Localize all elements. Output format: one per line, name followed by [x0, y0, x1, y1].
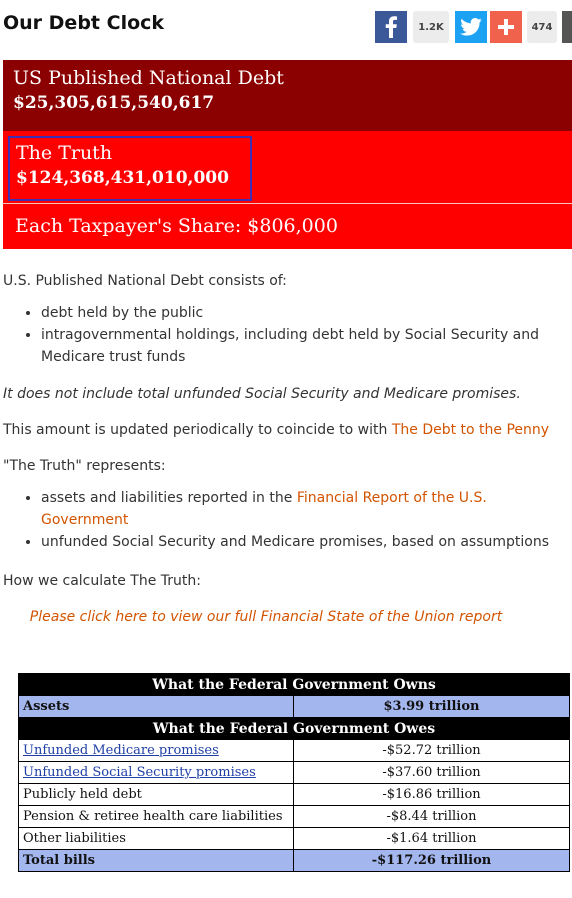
twitter-share-button[interactable]: [455, 11, 487, 43]
total-value: -$117.26 trillion: [294, 850, 570, 872]
consists-list: [3, 302, 569, 368]
consists-intro: U.S. Published National Debt consists of:: [3, 273, 287, 289]
taxpayer-share: Each Taxpayer's Share: $806,000: [15, 215, 338, 237]
owns-header: What the Federal Government Owns: [19, 674, 570, 696]
truth-item-text: assets and liabilities reported in the: [41, 490, 297, 506]
financial-report-link[interactable]: Financial Report of the U.S. Government: [41, 490, 487, 528]
row-label: Publicly held debt: [19, 784, 294, 806]
assets-label: Assets: [19, 696, 294, 718]
table-row: [19, 784, 570, 806]
plus-icon: [497, 18, 515, 36]
assets-value: $3.99 trillion: [294, 696, 570, 718]
truth-list: [3, 487, 569, 553]
medicare-promises-link[interactable]: Unfunded Medicare promises: [23, 743, 219, 758]
truth-label: The Truth: [16, 142, 113, 164]
row-value: -$52.72 trillion: [294, 740, 570, 762]
update-paragraph: [3, 422, 569, 438]
row-value: -$1.64 trillion: [294, 828, 570, 850]
table-row: [19, 828, 570, 850]
twitter-icon: [460, 18, 482, 36]
page-title: Our Debt Clock: [3, 12, 165, 34]
facebook-share-button[interactable]: [375, 11, 407, 43]
truth-intro: "The Truth" represents:: [3, 458, 166, 474]
table-row: [19, 850, 570, 872]
financial-state-report-link[interactable]: Please click here to view our full Financial State of the Union report: [29, 609, 503, 625]
facebook-share-count: 1.2K: [413, 11, 449, 43]
truth-panel: [3, 131, 572, 204]
row-value: -$37.60 trillion: [294, 762, 570, 784]
taxpayer-share-panel: [3, 204, 572, 249]
table-row: [19, 696, 570, 718]
row-label: Pension & retiree health care liabilities: [19, 806, 294, 828]
plus-share-count: 474: [527, 11, 557, 43]
owes-header: What the Federal Government Owes: [19, 718, 570, 740]
not-include-note: It does not include total unfunded Social Security and Medicare promises.: [3, 386, 521, 402]
list-item: • intragovernmental holdings, including debt held by Social Security and Medicare trust funds: [41, 324, 569, 368]
list-item: • unfunded Social Security and Medicare promises, based on assumptions: [41, 531, 569, 553]
table-section-header: [19, 718, 570, 740]
plus-share-button[interactable]: [490, 11, 522, 43]
truth-box: [8, 136, 252, 201]
table-row: [19, 740, 570, 762]
debt-to-the-penny-link[interactable]: The Debt to the Penny: [391, 422, 550, 438]
update-text: This amount is updated periodically to coincide to with: [3, 422, 392, 438]
published-debt-value: $25,305,615,540,617: [13, 93, 215, 113]
table-section-header: [19, 674, 570, 696]
published-debt-label: US Published National Debt: [13, 67, 284, 89]
truth-value: $124,368,431,010,000: [16, 168, 229, 188]
financial-summary-table: [18, 673, 570, 872]
article-content: [0, 273, 572, 625]
row-value: -$8.44 trillion: [294, 806, 570, 828]
table-row: [19, 806, 570, 828]
row-label: Other liabilities: [19, 828, 294, 850]
published-debt-panel: [3, 60, 572, 131]
more-share-button[interactable]: [562, 11, 572, 43]
table-row: [19, 762, 570, 784]
list-item: [41, 487, 569, 531]
social-security-promises-link[interactable]: Unfunded Social Security promises: [23, 765, 256, 780]
page-header: [0, 0, 572, 60]
facebook-icon: [384, 16, 398, 38]
row-value: -$16.86 trillion: [294, 784, 570, 806]
total-label: Total bills: [19, 850, 294, 872]
list-item: • debt held by the public: [41, 302, 569, 324]
calc-heading: How we calculate The Truth:: [3, 573, 201, 589]
debt-clock-banner: [3, 60, 572, 249]
